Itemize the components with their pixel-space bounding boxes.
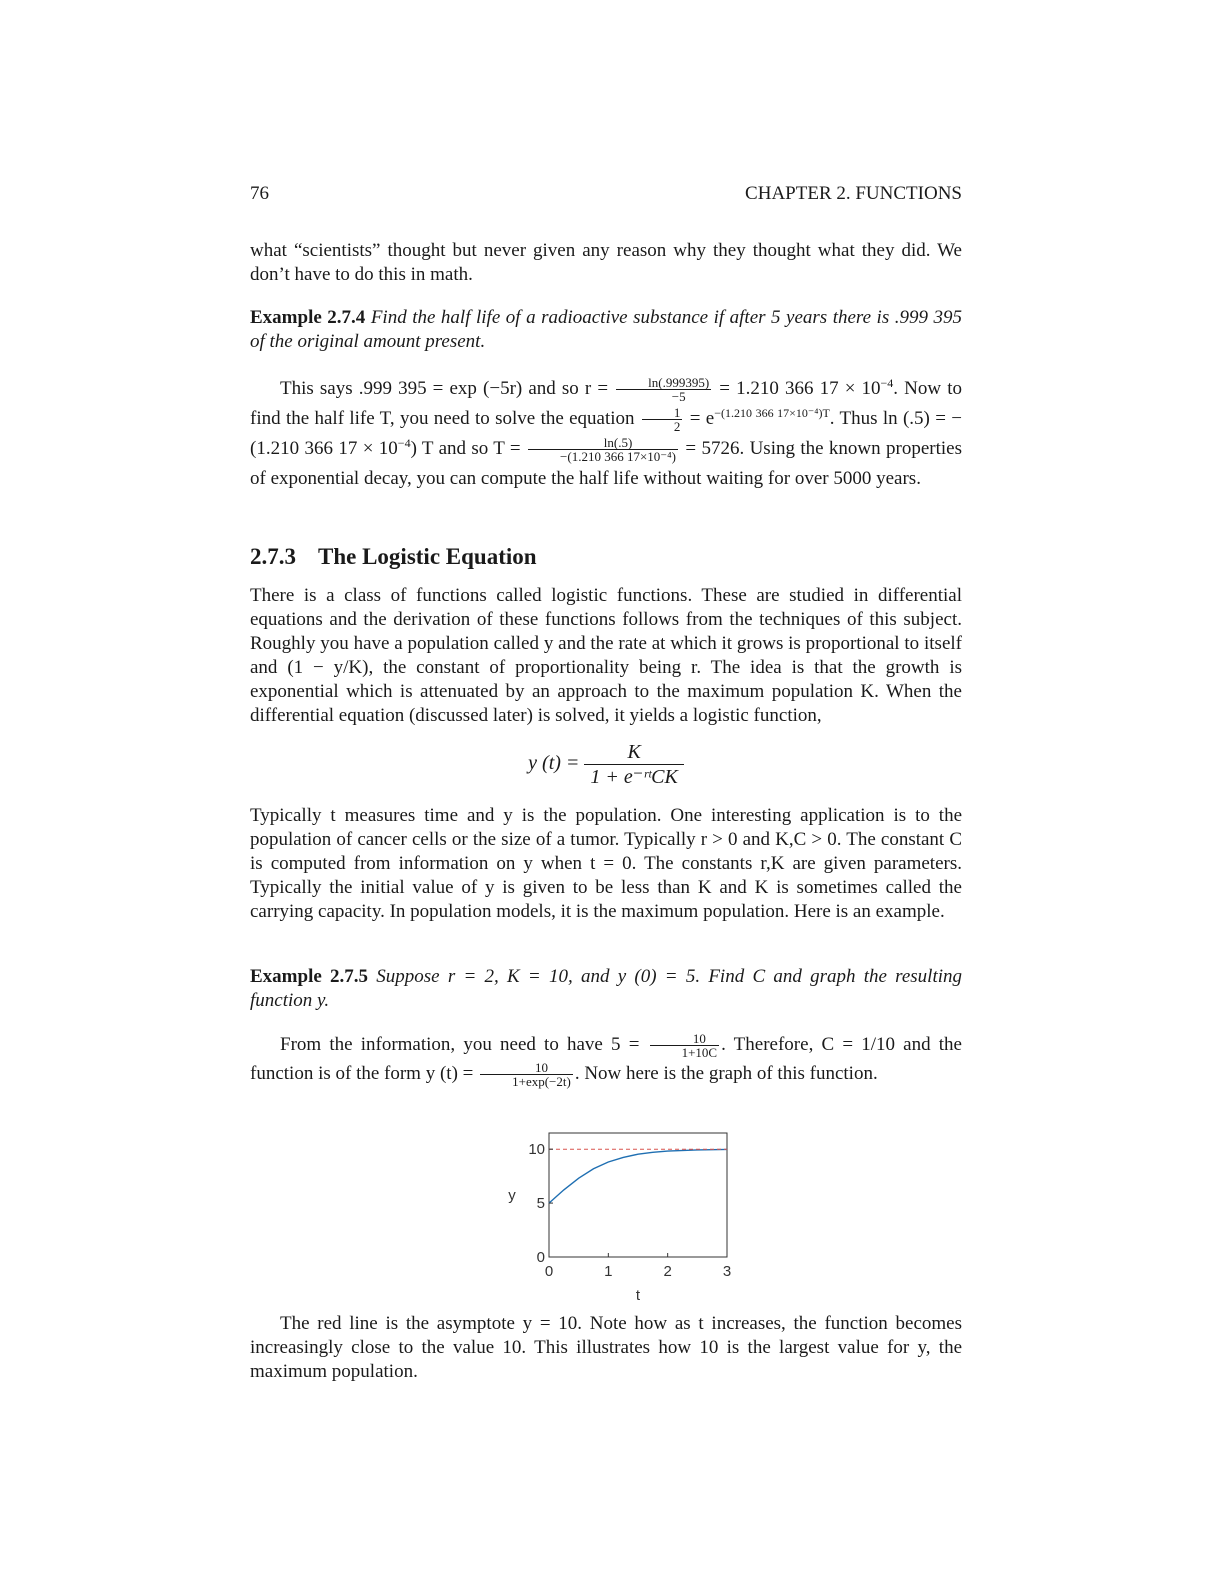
x-tick-label: 2 xyxy=(663,1263,672,1280)
fraction-numerator: 10 xyxy=(480,1061,573,1075)
fraction xyxy=(480,1061,573,1088)
exponent: −4 xyxy=(880,376,894,390)
intro-paragraph: what “scientists” thought but never given any reason why they thought what they did. We don’t have to do this in math. xyxy=(250,240,962,285)
series-line xyxy=(549,1149,727,1203)
x-tick-label: 3 xyxy=(722,1263,732,1280)
text-run: This says .999 395 = exp (−5r) and so r = xyxy=(280,378,615,399)
y-tick-label: 0 xyxy=(536,1249,545,1266)
text-run: ) T and so T = xyxy=(410,438,527,459)
fraction xyxy=(650,1032,720,1059)
y-tick-label: 5 xyxy=(536,1195,545,1213)
x-axis-label: t xyxy=(635,1287,641,1304)
text-run: . Now here is the graph of this function. xyxy=(574,1063,878,1085)
text-run: . Thus ln (.5) = − (1.210 366 17 × 10 xyxy=(250,408,962,459)
text-run: . Therefore, C = 1/10 and the function is of the form y (t) = xyxy=(250,1034,962,1085)
closing-paragraph: The red line is the asymptote y = 10. Note how as t increases, the function becomes increasingly close to the value 10. This illustrates how 10 is the largest value for y, the maximum population. xyxy=(250,1313,962,1382)
fraction xyxy=(528,436,678,463)
text-run: From the information, you need to have 5 = xyxy=(280,1034,648,1055)
section-heading xyxy=(250,544,537,570)
section-title: The Logistic Equation xyxy=(318,544,537,569)
example-statement: Find the half life of a radioactive substance if after 5 years there is .999 395 of the original amount present. xyxy=(250,307,962,352)
text-run: = 1.210 366 17 × 10 xyxy=(713,378,881,399)
equation-lhs: y (t) = xyxy=(528,752,585,775)
fraction-numerator: 1 xyxy=(642,406,683,420)
fraction-denominator: 1+exp(−2t) xyxy=(512,1074,571,1090)
fraction-denominator: −5 xyxy=(671,389,686,405)
section-number: 2.7.3 xyxy=(250,544,296,569)
x-tick-label: 0 xyxy=(544,1263,554,1280)
plot-frame xyxy=(549,1133,727,1257)
text-run: = 5726. Using the known properties of exponential decay, you can compute the half life without waiting for over 5000 years. xyxy=(250,438,963,489)
y-tick-label: 10 xyxy=(528,1141,545,1159)
y-axis-label: y xyxy=(508,1187,516,1204)
example-2-7-5 xyxy=(250,965,962,1013)
fraction-numerator: 10 xyxy=(650,1032,720,1046)
example-label: Example 2.7.4 xyxy=(250,307,366,328)
fraction-numerator: ln(.5) xyxy=(528,436,678,450)
running-header xyxy=(250,183,962,205)
typical-paragraph: Typically t measures time and y is the population. One interesting application is to the population of cancer cells or the size of a tumor. Typically r > 0 and K,C > 0. The constant C is computed from information on y when t = 0. The constants r,K are given parameters. Typically the initial value of y is given to be less than K and K is sometimes called the carrying capacity. In population models, it is the maximum population. Here is an example. xyxy=(250,805,962,922)
fraction xyxy=(642,406,683,433)
exponent: −4 xyxy=(397,436,411,450)
example-label: Example 2.7.5 xyxy=(250,966,369,987)
equation-denominator: 1 + e⁻ʳᵗCK xyxy=(590,766,678,788)
exponent: −(1.210 366 17×10⁻⁴)T xyxy=(714,406,830,420)
equation-fraction xyxy=(584,740,683,789)
example-2-7-4 xyxy=(250,306,962,354)
logistic-chart xyxy=(490,1120,770,1315)
fraction-denominator: 1+10C xyxy=(681,1045,718,1061)
text-run: = e xyxy=(684,408,715,429)
fraction-denominator: −(1.210 366 17×10⁻⁴) xyxy=(560,449,676,465)
logistic-equation xyxy=(250,740,962,789)
logistic-paragraph: There is a class of functions called logistic functions. These are studied in differential equations and the derivation of these functions follows from the techniques of this subject. Roughly you have a population called y and the rate at which it grows is proportional to itself and (1 − y/K), the constant of proportionality being r. The idea is that the growth is exponential which is attenuated by an approach to the maximum population K. When the differential equation (discussed later) is solved, it yields a logistic function, xyxy=(250,585,962,726)
fraction xyxy=(616,376,711,403)
example-2-7-5-solution xyxy=(250,1030,962,1088)
chapter-title: CHAPTER 2. FUNCTIONS xyxy=(745,183,962,204)
example-statement: Suppose r = 2, K = 10, and y (0) = 5. Find C and graph the resulting function y. xyxy=(250,966,963,1011)
equation-numerator: K xyxy=(584,740,683,765)
fraction-denominator: 2 xyxy=(673,419,681,435)
fraction-numerator: ln(.999395) xyxy=(616,376,711,390)
page-number: 76 xyxy=(250,183,269,204)
x-tick-label: 1 xyxy=(604,1263,613,1280)
example-2-7-4-solution xyxy=(250,374,962,494)
text-run: . Now to find the half life T, you need to solve the equation xyxy=(250,378,962,429)
